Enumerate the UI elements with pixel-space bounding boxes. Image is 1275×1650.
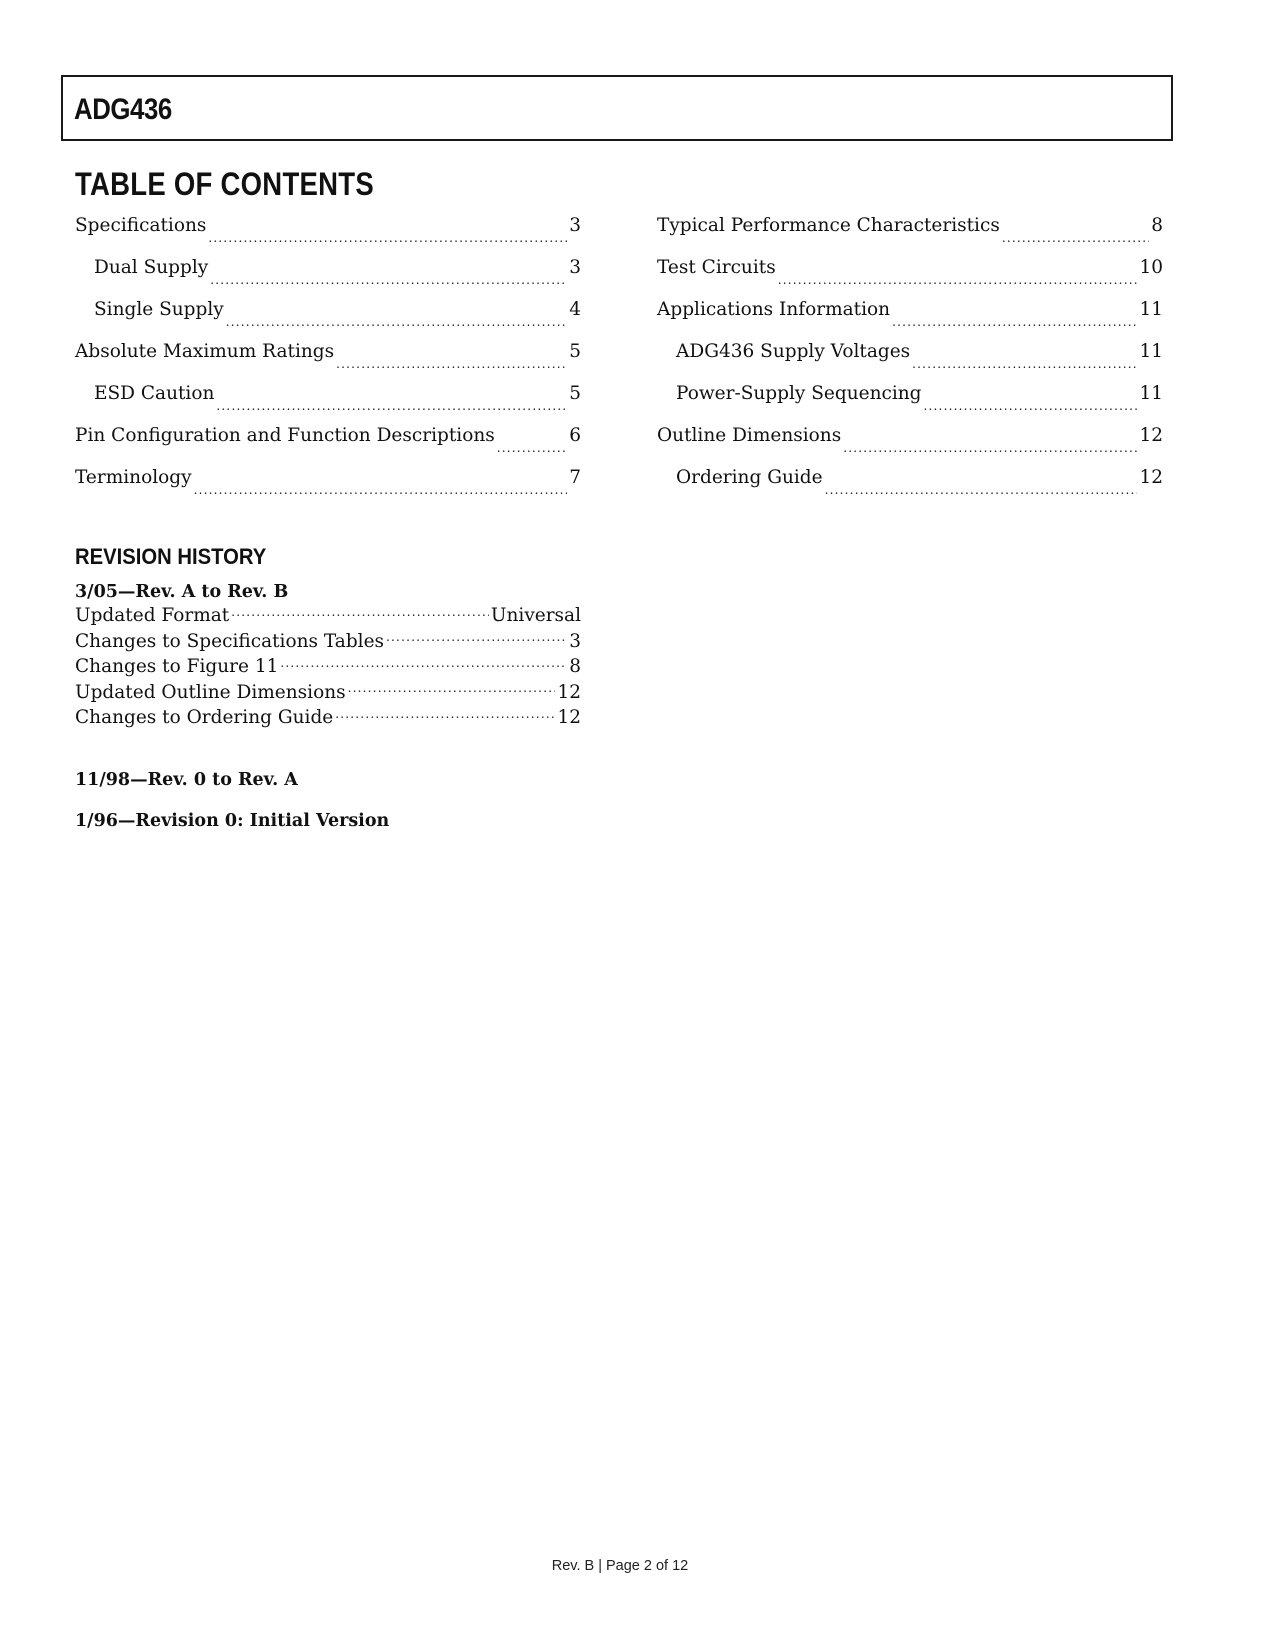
toc-entry[interactable]	[657, 214, 1163, 256]
revision-block-rev-0	[75, 809, 581, 833]
toc-entry-page: 11	[1139, 383, 1163, 404]
revision-block-rev-a	[75, 768, 581, 792]
toc-entry[interactable]	[657, 466, 1163, 508]
toc-entry[interactable]	[657, 424, 1163, 466]
revision-entry-page: 12	[557, 707, 581, 728]
dot-leader	[194, 478, 568, 502]
toc-entry-label: Single Supply	[94, 299, 224, 320]
dot-leader	[825, 478, 1138, 502]
toc-entry-label: Test Circuits	[657, 257, 776, 278]
toc-entry-page: 8	[1151, 215, 1163, 236]
toc-entry-page: 3	[569, 215, 581, 236]
toc-entry[interactable]	[657, 382, 1163, 424]
dot-leader	[208, 226, 567, 250]
dot-leader	[335, 702, 555, 726]
dot-leader	[231, 600, 489, 624]
toc-entry-page: 12	[1139, 425, 1163, 446]
toc-entry[interactable]	[657, 340, 1163, 382]
toc-entry[interactable]	[75, 256, 581, 298]
toc-entry-label: Pin Configuration and Function Descriptions	[75, 425, 495, 446]
revision-entry-label: Changes to Specifications Tables	[75, 630, 385, 652]
revision-history-title: REVISION HISTORY	[75, 544, 267, 569]
toc-entry[interactable]	[75, 340, 581, 382]
toc-entry-page: 4	[569, 299, 581, 320]
revision-entry-label: Updated Format	[75, 605, 230, 626]
dot-leader	[924, 394, 1138, 418]
dot-leader	[280, 651, 567, 675]
dot-leader	[336, 352, 567, 376]
dot-leader	[497, 436, 567, 460]
dot-leader	[226, 310, 567, 334]
toc-entry-page: 5	[569, 341, 581, 362]
toc-entry-label: Typical Performance Characteristics	[657, 215, 1000, 236]
toc-entry-label: Ordering Guide	[676, 467, 823, 488]
toc-entry[interactable]	[657, 256, 1163, 298]
toc-entry-label: Specifications	[75, 215, 207, 236]
revision-heading: 3/05—Rev. A to Rev. B	[75, 582, 289, 602]
toc-entry[interactable]	[75, 298, 581, 340]
toc-entry[interactable]	[75, 466, 581, 508]
dot-leader	[1002, 226, 1149, 250]
dot-leader	[386, 625, 567, 649]
revision-entry-label: Changes to Figure 11	[75, 656, 279, 677]
dot-leader	[348, 676, 556, 700]
revision-entry-page: 8	[569, 656, 581, 677]
toc-entry-label: Absolute Maximum Ratings	[75, 341, 335, 362]
dot-leader	[210, 268, 567, 292]
toc-title: TABLE OF CONTENTS	[75, 166, 374, 202]
toc-entry-label: Power-Supply Sequencing	[676, 383, 922, 404]
toc-entry-page: 12	[1139, 467, 1163, 488]
page-footer: Rev. B | Page 2 of 12	[551, 1558, 689, 1574]
toc-entry-page: 3	[569, 257, 581, 278]
toc-entry-label: ESD Caution	[94, 383, 215, 404]
revision-entry-label: Updated Outline Dimensions	[75, 681, 346, 703]
toc-entry-label: Dual Supply	[94, 257, 209, 278]
dot-leader	[843, 436, 1137, 460]
toc-entry-label: Terminology	[75, 467, 192, 488]
part-number: ADG436	[74, 93, 172, 126]
dot-leader	[216, 394, 567, 418]
toc-entry[interactable]	[75, 382, 581, 424]
revision-entry[interactable]	[75, 706, 581, 732]
header-box	[61, 75, 1173, 141]
toc-entry-page: 11	[1139, 341, 1163, 362]
revision-entry-page: 12	[557, 681, 581, 703]
revision-block-rev-b	[75, 580, 581, 732]
revision-entry-page: 3	[569, 630, 581, 652]
toc-entry-page: 5	[569, 383, 581, 404]
toc-entry-page: 7	[569, 467, 581, 488]
toc-right-column	[657, 214, 1163, 508]
dot-leader	[778, 268, 1138, 292]
toc-entry-page: 11	[1139, 299, 1163, 320]
toc-entry-page: 6	[569, 425, 581, 446]
toc-entry[interactable]	[75, 214, 581, 256]
toc-entry-label: Applications Information	[657, 299, 891, 320]
dot-leader	[892, 310, 1137, 334]
toc-entry-label: Outline Dimensions	[657, 425, 842, 446]
revision-entry-page: Universal	[490, 605, 581, 626]
toc-left-column	[75, 214, 581, 508]
toc-entry-page: 10	[1139, 257, 1163, 278]
toc-entry-label: ADG436 Supply Voltages	[676, 341, 911, 362]
revision-heading: 11/98—Rev. 0 to Rev. A	[75, 770, 298, 790]
toc-entry[interactable]	[75, 424, 581, 466]
toc-entry[interactable]	[657, 298, 1163, 340]
revision-heading: 1/96—Revision 0: Initial Version	[75, 811, 390, 831]
revision-entry-label: Changes to Ordering Guide	[75, 707, 334, 728]
dot-leader	[912, 352, 1137, 376]
